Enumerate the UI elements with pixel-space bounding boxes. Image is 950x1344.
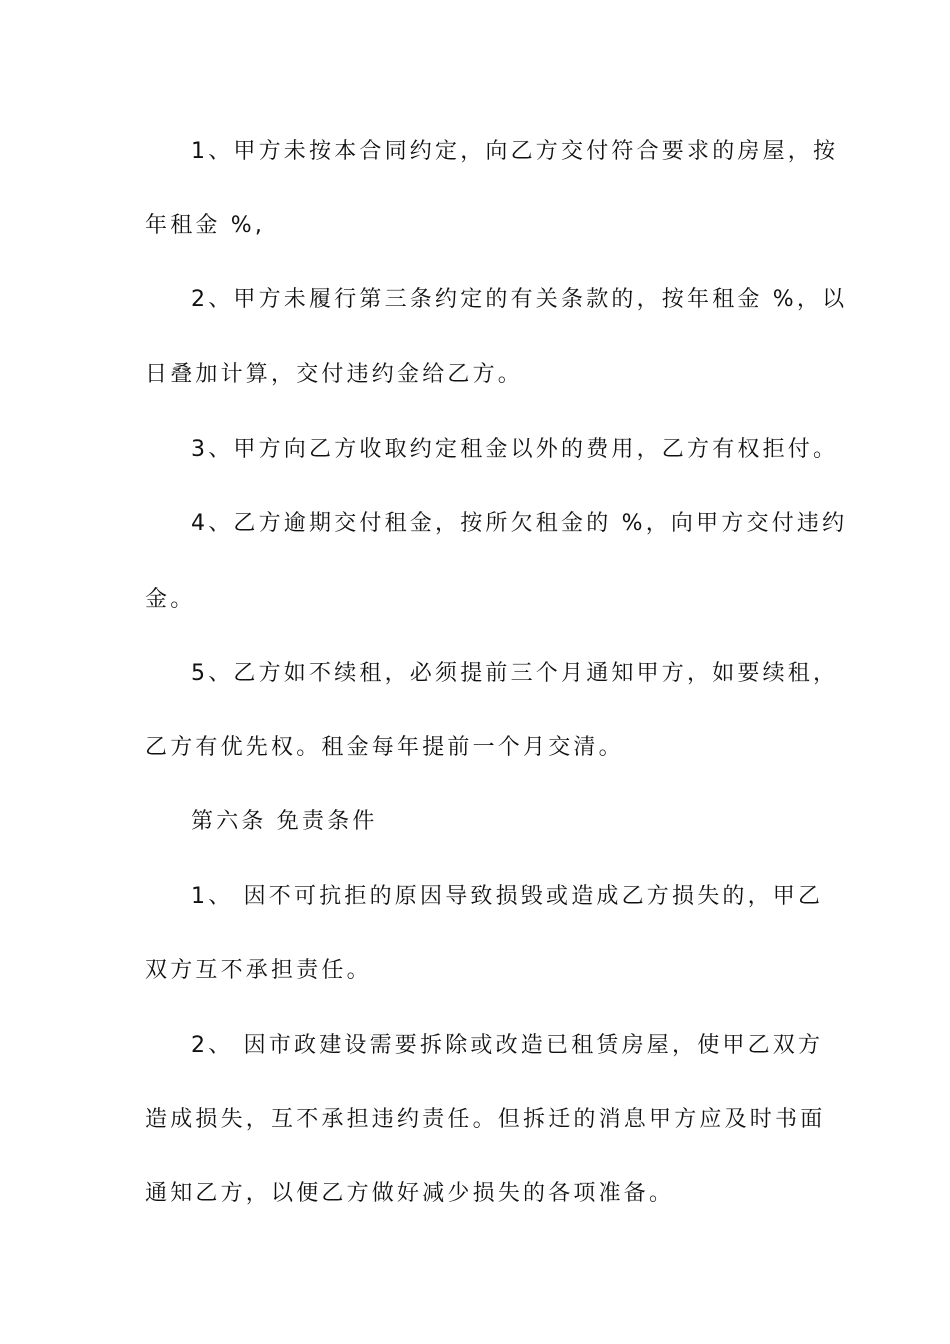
clause-1-line-1: 1、甲方未按本合同约定，向乙方交付符合要求的房屋，按 xyxy=(191,139,839,164)
clause-4-line-2: 金。 xyxy=(145,587,196,612)
clause-4-line-1: 4、乙方逾期交付租金，按所欠租金的 %，向甲方交付违约 xyxy=(191,511,848,536)
article-6-clause-1-line-1: 1、 因不可抗拒的原因导致损毁或造成乙方损失的，甲乙 xyxy=(191,884,824,909)
section-heading-article-6: 第六条 免责条件 xyxy=(191,809,378,834)
clause-1-line-2: 年租金 %, xyxy=(145,213,266,238)
clause-3-line-1: 3、甲方向乙方收取约定租金以外的费用，乙方有权拒付。 xyxy=(191,437,839,462)
clause-2-line-1: 2、甲方未履行第三条约定的有关条款的，按年租金 %，以 xyxy=(191,287,848,312)
article-6-clause-2-line-1: 2、 因市政建设需要拆除或改造已租赁房屋，使甲乙双方 xyxy=(191,1033,824,1058)
article-6-clause-2-line-2: 造成损失，互不承担违约责任。但拆迁的消息甲方应及时书面 xyxy=(145,1107,826,1132)
clause-5-line-1: 5、乙方如不续租，必须提前三个月通知甲方，如要续租， xyxy=(191,661,839,686)
article-6-clause-2-line-3: 通知乙方，以便乙方做好减少损失的各项准备。 xyxy=(145,1181,675,1206)
clause-2-line-2: 日叠加计算，交付违约金给乙方。 xyxy=(145,362,524,387)
article-6-clause-1-line-2: 双方互不承担责任。 xyxy=(145,958,372,983)
clause-5-line-2: 乙方有优先权。租金每年提前一个月交清。 xyxy=(145,735,624,760)
